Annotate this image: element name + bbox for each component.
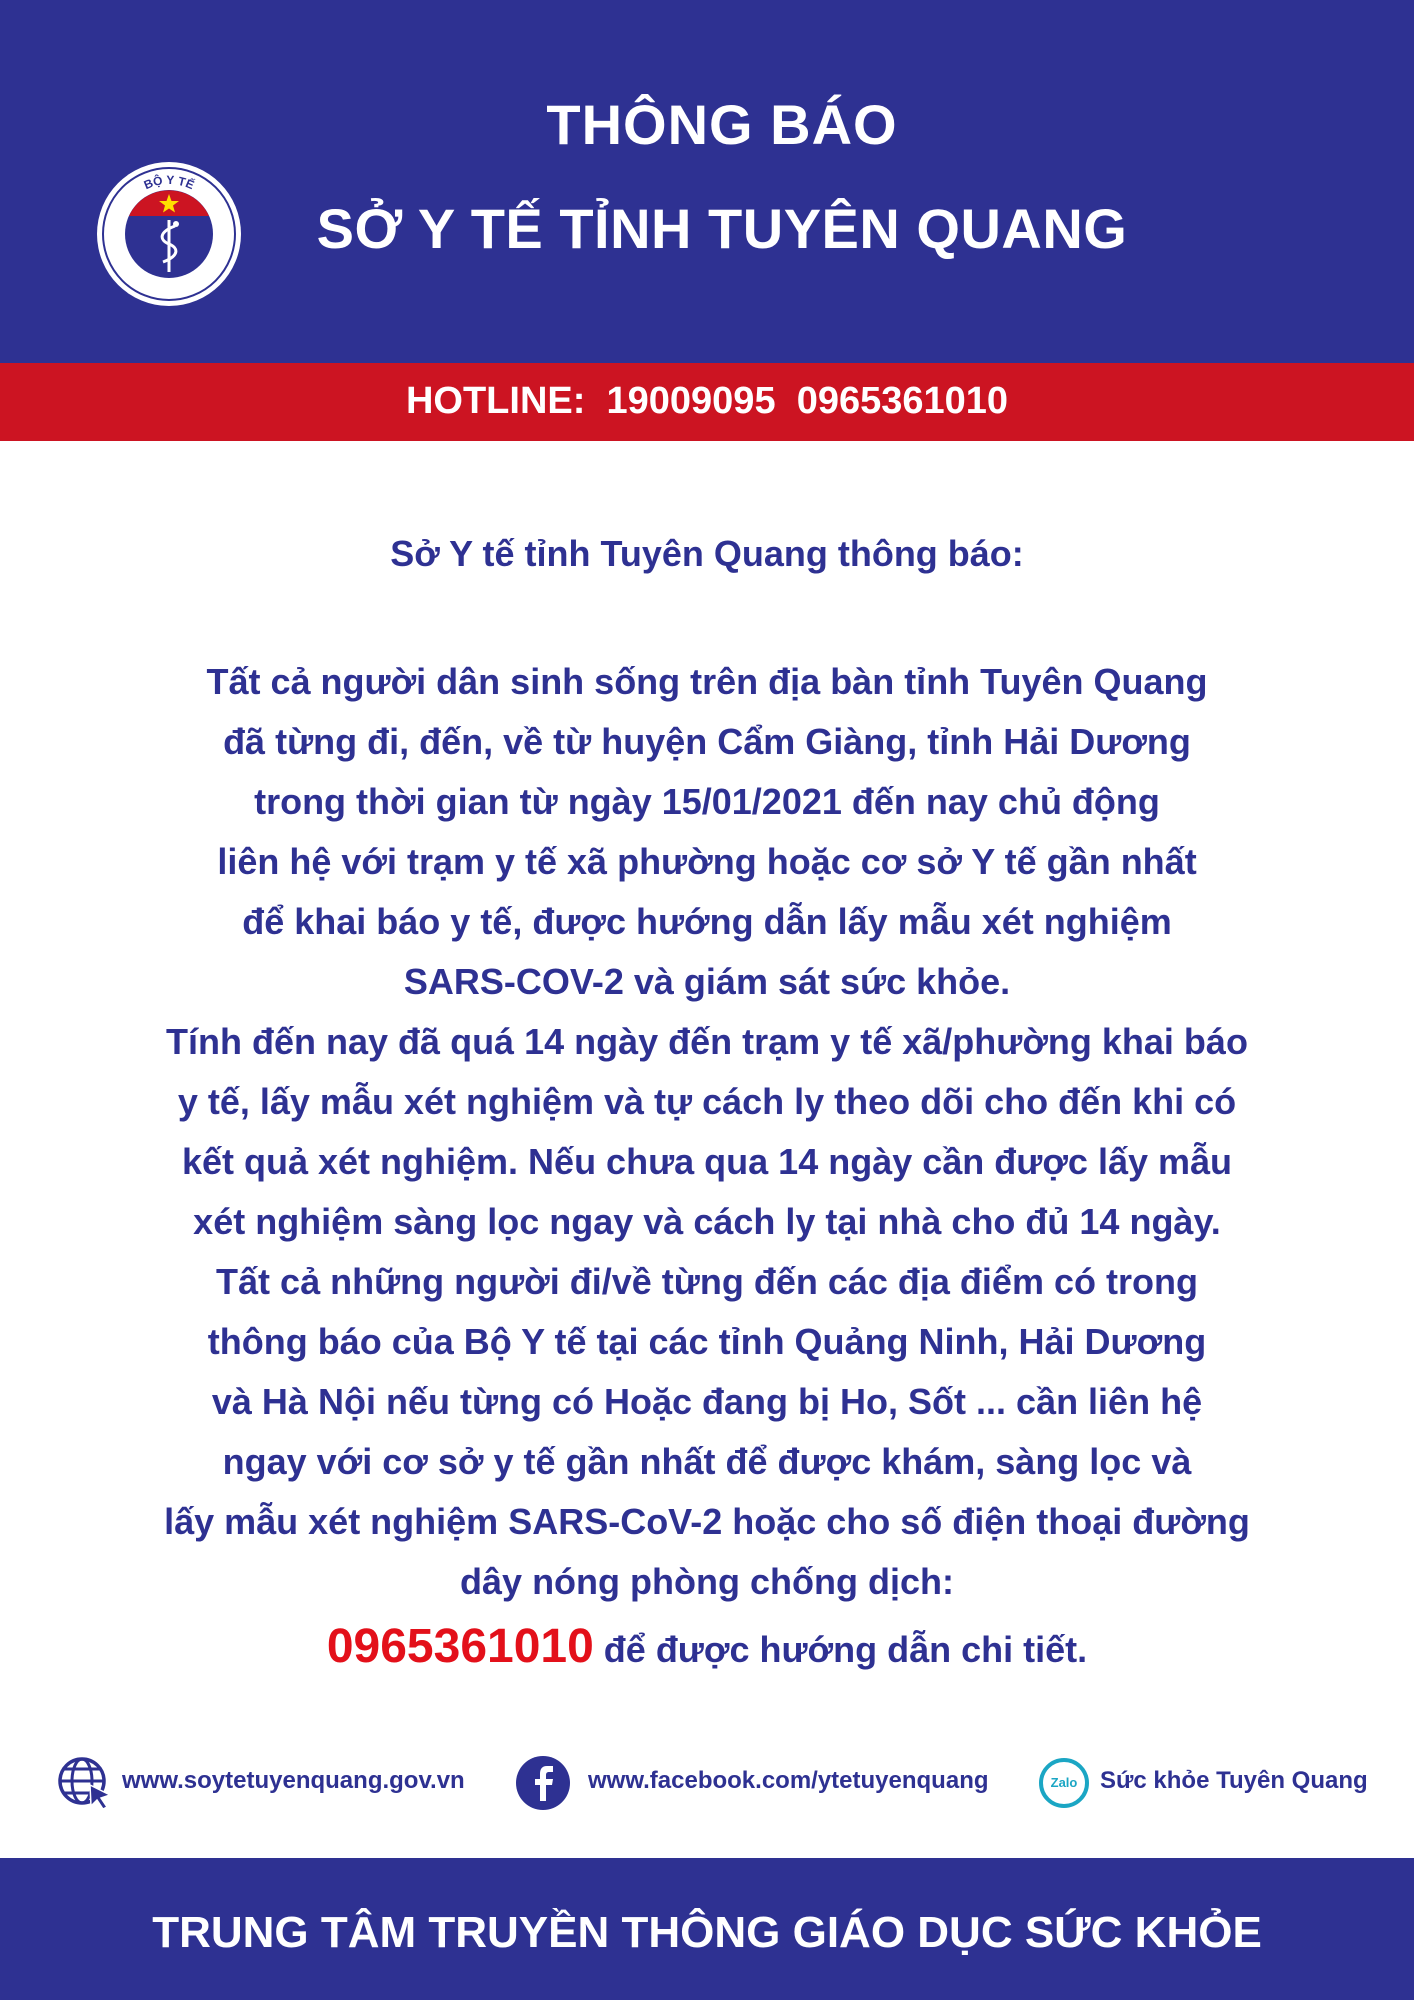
notice-line: liên hệ với trạm y tế xã phường hoặc cơ sở Y tế gần nhất <box>217 841 1197 882</box>
facebook-icon <box>515 1755 571 1811</box>
notice-line: Tính đến nay đã quá 14 ngày đến trạm y tế xã/phường khai báo <box>166 1021 1248 1062</box>
notice-line: để khai báo y tế, được hướng dẫn lấy mẫu xét nghiệm <box>242 901 1172 942</box>
globe-cursor-icon <box>56 1755 112 1811</box>
notice-body <box>40 652 1374 1682</box>
notice-line: xét nghiệm sàng lọc ngay và cách ly tại nhà cho đủ 14 ngày. <box>193 1201 1221 1242</box>
notice-intro: Sở Y tế tỉnh Tuyên Quang thông báo: <box>390 533 1024 574</box>
logo-top-text: BỘ Y TẾ <box>141 172 197 193</box>
notice-line: dây nóng phòng chống dịch: <box>460 1561 954 1602</box>
notice-line: kết quả xét nghiệm. Nếu chưa qua 14 ngày cần được lấy mẫu <box>181 1141 1233 1182</box>
notice-line: lấy mẫu xét nghiệm SARS-CoV-2 hoặc cho số điện thoại đường <box>164 1501 1250 1542</box>
notice-closing-text: để được hướng dẫn chi tiết. <box>593 1629 1088 1670</box>
notice-line: ngay với cơ sở y tế gần nhất để được khám, sàng lọc và <box>222 1441 1192 1482</box>
page-title-line2: SỞ Y TẾ TỈNH TUYÊN QUANG <box>316 197 1128 260</box>
notice-line: Tất cả những người đi/về từng đến các địa điểm có trong <box>216 1261 1198 1302</box>
hotline-text: HOTLINE: 19009095 0965361010 <box>405 380 1009 422</box>
facebook-link[interactable]: www.facebook.com/ytetuyenquang <box>588 1767 989 1794</box>
website-link[interactable]: www.soytetuyenquang.gov.vn <box>122 1767 465 1794</box>
footer-text: TRUNG TÂM TRUYỀN THÔNG GIÁO DỤC SỨC KHỎE <box>152 1908 1262 1957</box>
notice-closing-line <box>40 1612 1374 1682</box>
notice-line: đã từng đi, đến, về từ huyện Cẩm Giàng, tỉnh Hải Dương <box>223 721 1191 762</box>
zalo-icon-label: Zalo <box>1050 1775 1078 1790</box>
ministry-of-health-logo <box>95 160 243 308</box>
zalo-icon <box>1038 1755 1094 1811</box>
notice-line: thông báo của Bộ Y tế tại các tỉnh Quảng Ninh, Hải Dương <box>207 1321 1207 1362</box>
notice-line: SARS-COV-2 và giám sát sức khỏe. <box>403 961 1011 1002</box>
zalo-link[interactable]: Sức khỏe Tuyên Quang <box>1100 1767 1368 1794</box>
page-title-line1: THÔNG BÁO <box>546 93 898 156</box>
hotline-phone-number[interactable]: 0965361010 <box>326 1620 594 1673</box>
notice-line: Tất cả người dân sinh sống trên địa bàn tỉnh Tuyên Quang <box>206 661 1208 702</box>
notice-line: trong thời gian từ ngày 15/01/2021 đến nay chủ động <box>254 781 1160 822</box>
notice-line: y tế, lấy mẫu xét nghiệm và tự cách ly theo dõi cho đến khi có <box>177 1081 1237 1122</box>
notice-line: và Hà Nội nếu từng có Hoặc đang bị Ho, Sốt ... cần liên hệ <box>211 1381 1203 1422</box>
